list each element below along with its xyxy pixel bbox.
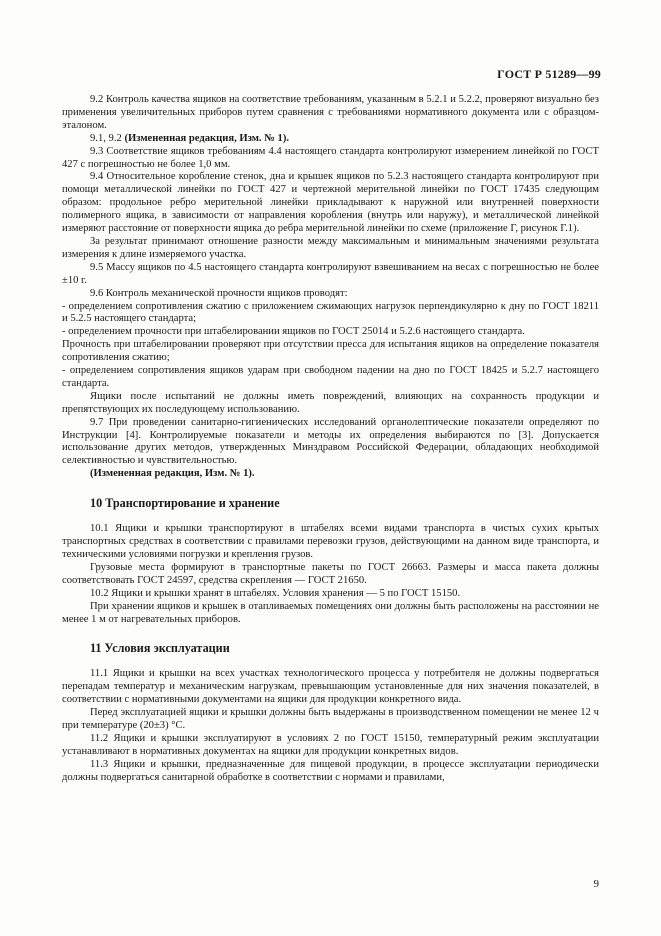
paragraph-9-3: 9.3 Соответствие ящиков требованиям 4.4 настоящего стандарта контролируют измерением линейкой по ГОСТ 427 с погрешностью не более 1,0 мм. [62, 145, 599, 170]
paragraph-text: Грузовые места формируют в транспортные пакеты по ГОСТ 26663. Размеры и масса пакета должны соответствовать ГОСТ 24597, средства скрепления — ГОСТ 21650. [62, 561, 599, 586]
paragraph-text: Ящики после испытаний не должны иметь повреждений, влияющих на сохранность продукции и препятствующих их последующему использованию. [62, 390, 599, 415]
amendment-note [62, 468, 599, 481]
paragraph-11-1: 11.1 Ящики и крышки на всех участках технологического процесса у потребителя не должны подвергаться перепадам температур и механическим нагрузкам, превышающим установленные для них значения показателей, в соответствии с нормативными документами на ящики для продукции конкретного вида. [62, 668, 599, 706]
paragraph-text: При хранении ящиков и крышек в отапливаемых помещениях они должны быть расположены на расстоянии не менее 1 м от нагревательных приборов. [62, 600, 599, 625]
paragraph-9-2: 9.2 Контроль качества ящиков на соответствие требованиям, указанным в 5.2.1 и 5.2.2, проверяют визуально без применения увеличительных приборов путем сравнения с требованиями нормативного документа или с образцом-эталоном. [62, 94, 599, 131]
paragraph-9-4: 9.4 Относительное коробление стенок, дна и крышек ящиков по 5.2.3 настоящего стандарта контролируют при помощи металлической линейки по ГОСТ 427 и чертежной мерительной линейки по ГОСТ 17435 следующим образом: продольное ребро мерительной линейки прикладывают к наружной или внутренней поверхности полимерного ящика, в зависимости от направления коробления (внутрь или наружу), и металлической линейкой измеряют расстояние от поверхности ящика до ребра мерительной линейки по схеме (приложение Г, рисунок Г.1). [62, 171, 599, 235]
amendment-ref: 9.1, 9.2 [90, 132, 122, 144]
paragraph-10-2: 10.2 Ящики и крышки хранят в штабелях. Условия хранения — 5 по ГОСТ 15150. [90, 587, 461, 599]
amendment-note [62, 133, 599, 146]
page-number: 9 [593, 878, 599, 890]
list-item: - определением прочности при штабелировании ящиков по ГОСТ 25014 и 5.2.6 настоящего стандарта. [62, 326, 525, 338]
paragraph-11-3: 11.3 Ящики и крышки, предназначенные для пищевой продукции, в процессе эксплуатации периодически должны подвергаться санитарной обработке в соответствии с нормами и правилами, [62, 758, 599, 783]
paragraph-10-1: 10.1 Ящики и крышки транспортируют в штабелях всеми видами транспорта в чистых сухих крытых транспортных средствах в соответствии с правилами перевозки грузов, действующими на данном виде транспорта, и техническими условиями погрузки и крепления грузов. [62, 523, 599, 560]
section-heading-11: 11 Условия эксплуатации [90, 641, 230, 656]
paragraph-text: Прочность при штабелировании проверяют при отсутствии пресса для испытания ящиков на определение показателя сопротивления сжатию; [62, 339, 599, 364]
paragraph-9-5: 9.5 Массу ящиков по 4.5 настоящего стандарта контролируют взвешиванием на весах с погрешностью не более ±10 г. [62, 261, 599, 286]
list-item: - определением сопротивления ящиков ударам при свободном падении на дно по ГОСТ 18425 и 5.2.7 настоящего стандарта. [62, 365, 599, 389]
paragraph-11-2: 11.2 Ящики и крышки эксплуатируют в условиях 2 по ГОСТ 15150, температурный режим эксплуатации устанавливают в нормативных документах на ящики для продукции конкретных видов. [62, 732, 599, 757]
document-body [62, 94, 599, 785]
standard-code: ГОСТ Р 51289—99 [497, 67, 601, 81]
paragraph-9-6: 9.6 Контроль механической прочности ящиков проводят: [90, 287, 348, 299]
paragraph-text: За результат принимают отношение разности между максимальным и минимальным значениями результата измерения к длине измеряемого участка. [62, 235, 599, 260]
list-item: - определением сопротивления сжатию с приложением сжимающих нагрузок перпендикулярно к дну по ГОСТ 18211 и 5.2.5 настоящего стандарта; [62, 300, 599, 325]
paragraph-9-7: 9.7 При проведении санитарно-гигиенических исследований органолептические показатели определяют по Инструкции [4]. Контролируемые показатели и методы их определения выбираются по [3]. Допускается использование других методов, утвержденных Минздравом Российской Федерации, обладающих необходимой селективностью и чувствительностью. [62, 416, 599, 467]
amendment-label: (Измененная редакция, Изм. № 1). [90, 468, 255, 480]
section-heading-10: 10 Транспортирование и хранение [90, 496, 280, 511]
amendment-label: (Измененная редакция, Изм. № 1). [124, 132, 289, 144]
paragraph-text: Перед эксплуатацией ящики и крышки должны быть выдержаны в производственном помещении не менее 12 ч при температуре (20±3) °С. [62, 707, 599, 732]
